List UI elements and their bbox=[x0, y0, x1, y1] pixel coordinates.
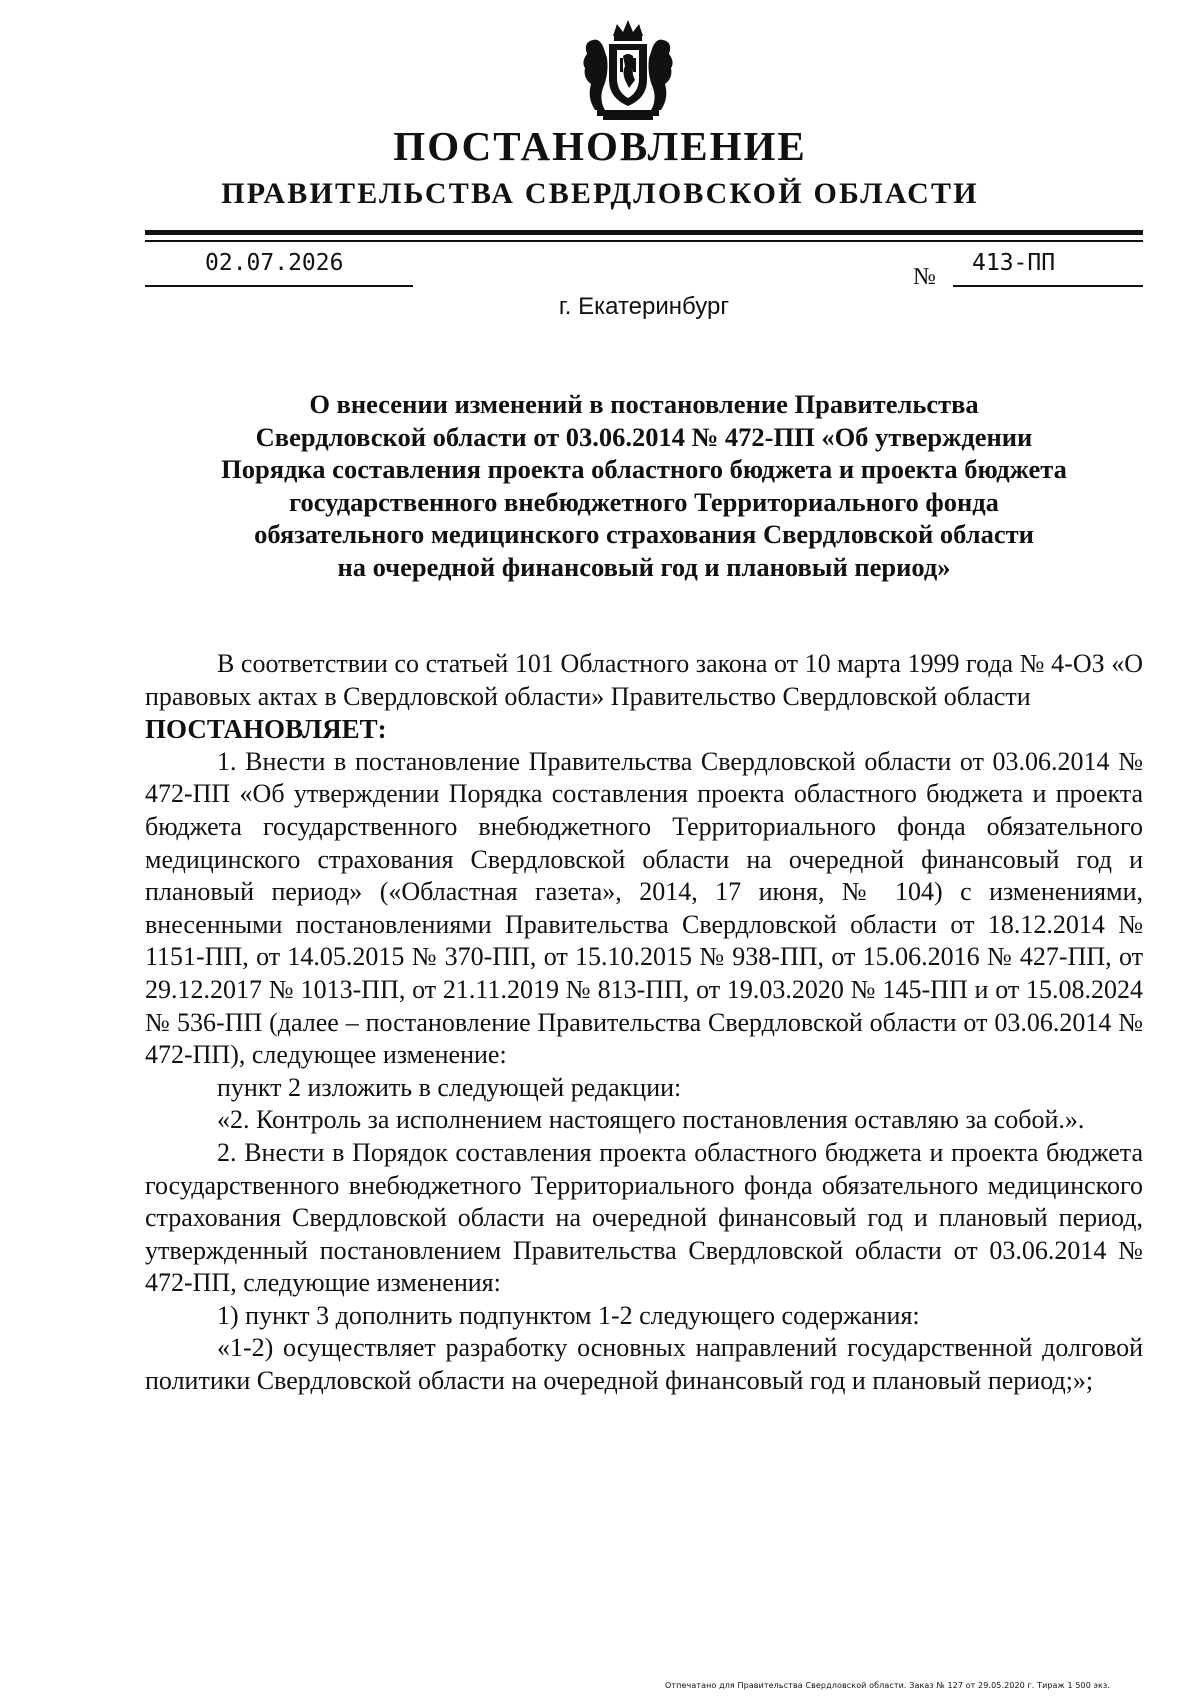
preamble-paragraph: В соответствии со статьей 101 Областного закона от 10 марта 1999 года № 4-ОЗ «О правовых актах в Свердловской области» Правительство Свердловской области bbox=[145, 649, 1143, 711]
item-1-subparagraph: пункт 2 изложить в следующей редакции: bbox=[217, 1072, 682, 1102]
item-1-paragraph: 1. Внести в постановление Правительства Свердловской области от 03.06.2014 № 472-ПП «Об утверждении Порядка составления проекта областного бюджета и проекта бюджета государственного внебюджетного Территориального фонда обязательного медицинского страхования Свердловской области на очередной финансовый год и плановый период» («Областная газета», 2014, 17 июня, № 104) с изменениями, внесенными постановлениями Правительства Свердловской области от 18.12.2014 № 1151-ПП, от 14.05.2015 № 370-ПП, от 15.10.2015 № 938-ПП, от 15.06.2016 № 427-ПП, от 29.12.2017 № 1013-ПП, от 21.11.2019 № 813-ПП, от 19.03.2020 № 145-ПП и от 15.08.2024 № 536-ПП (далее – постановление Правительства Свердловской области от 03.06.2014 № 472-ПП), следующее изменение: bbox=[145, 746, 1143, 1070]
coat-of-arms-icon bbox=[573, 14, 683, 124]
heading-line: государственного внебюджетного Территориального фонда bbox=[289, 486, 999, 517]
heading-line: обязательного медицинского страхования Свердловской области bbox=[254, 519, 1034, 550]
document-city: г. Екатеринбург bbox=[558, 293, 730, 320]
heading-line: на очередной финансовый год и плановый период» bbox=[337, 551, 951, 582]
document-number: 413-ПП bbox=[972, 250, 1056, 276]
document-subtitle: ПРАВИТЕЛЬСТВА СВЕРДЛОВСКОЙ ОБЛАСТИ bbox=[221, 177, 979, 210]
item-2-paragraph: 2. Внести в Порядок составления проекта областного бюджета и проекта бюджета государственного внебюджетного Территориального фонда обязательного медицинского страхования Свердловской области на очередной финансовый год и плановый период, утвержденный постановлением Правительства Свердловской области от 03.06.2014 № 472-ПП, следующие изменения: bbox=[145, 1137, 1143, 1298]
document-title: ПОСТАНОВЛЕНИЕ bbox=[393, 123, 807, 169]
item-2-quote: «1-2) осуществляет разработку основных направлений государственной долговой политики Свердловской области на очередной финансовый год и плановый период;»; bbox=[145, 1333, 1143, 1396]
heading-line: Порядка составления проекта областного бюджета и проекта бюджета bbox=[221, 454, 1067, 485]
heading-line: Свердловской области от 03.06.2014 № 472-ПП «Об утверждении bbox=[255, 421, 1033, 452]
number-sign: № bbox=[913, 264, 936, 290]
resolves-label: ПОСТАНОВЛЯЕТ: bbox=[145, 714, 387, 745]
document-date: 02.07.2026 bbox=[205, 250, 344, 276]
document-body bbox=[145, 648, 1143, 1398]
item-2-subparagraph: 1) пункт 3 дополнить подпунктом 1-2 следующего содержания: bbox=[217, 1300, 920, 1330]
document-heading bbox=[145, 388, 1143, 584]
date-underline bbox=[145, 285, 413, 287]
header-rule-thick bbox=[145, 230, 1143, 235]
print-footer: Отпечатано для Правительства Свердловской области. Заказ № 127 от 29.05.2020 г. Тираж 1 500 экз. bbox=[665, 1681, 1110, 1690]
header-rule-thin bbox=[145, 240, 1143, 242]
item-1-quote: «2. Контроль за исполнением настоящего постановления оставляю за собой.». bbox=[217, 1105, 1085, 1135]
heading-line: О внесении изменений в постановление Правительства bbox=[309, 389, 979, 419]
number-underline bbox=[953, 285, 1143, 287]
